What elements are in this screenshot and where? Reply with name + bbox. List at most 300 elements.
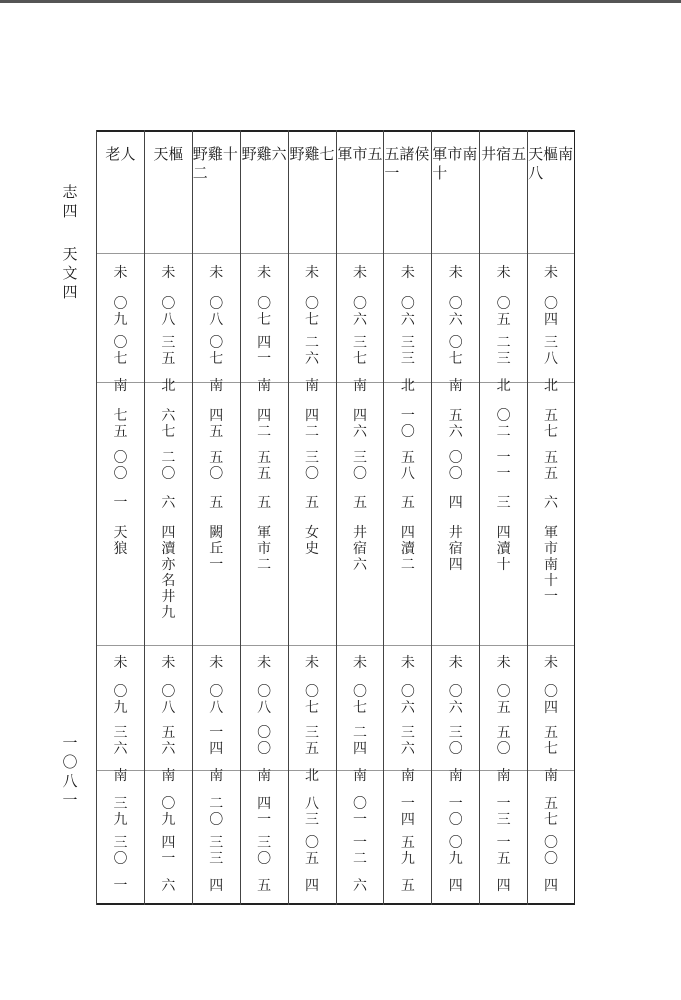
upper-value: 〇 七 [209,334,224,367]
lower-cell [241,648,288,678]
upper-value: 南 [113,378,128,394]
lower-value: 〇 七 [305,684,320,716]
second-star-name: 天 狼 [113,525,128,557]
column-star-name: 井宿五 [481,145,527,163]
lower-cell [97,760,144,792]
upper-value: 〇 九 [113,296,128,328]
lower-cell [384,681,431,719]
upper-cell [241,258,288,288]
lower-value: 南 [257,768,272,784]
upper-cell [432,293,479,331]
upper-value: 六 [544,495,559,511]
lower-value: 〇 七 [352,684,367,716]
upper-value: 三 〇 [305,450,320,482]
table-column [96,130,144,905]
upper-value: 〇 七 [305,296,320,328]
lower-cell [241,832,288,870]
upper-value: 一 [113,495,128,511]
lower-cell [432,793,479,830]
second-star-cell [145,525,192,635]
upper-value: 五 八 [400,450,415,482]
lower-cell [289,681,336,719]
lower-cell [289,872,336,900]
lower-cell [337,760,384,792]
upper-value: 〇 〇 [113,450,128,482]
lower-value: 〇 六 [400,684,415,716]
upper-cell [480,404,527,444]
upper-value: 〇 〇 [448,450,463,482]
lower-cell [193,793,240,830]
upper-value: 三 八 [544,334,559,367]
upper-value: 南 [305,378,320,394]
lower-value: 五 七 [544,795,559,828]
upper-cell [528,488,574,518]
upper-cell [384,488,431,518]
upper-value: 未 [544,265,559,281]
second-star-cell [432,525,479,635]
upper-cell [241,333,288,368]
upper-cell [145,446,192,486]
lower-cell [480,760,527,792]
upper-cell [528,258,574,288]
lower-value: 未 [352,655,367,671]
upper-cell [145,333,192,368]
upper-cell [480,333,527,368]
second-star-cell [241,525,288,635]
second-star-name: 女 史 [305,525,320,557]
lower-value: 四 [544,878,559,894]
lower-value: 北 [305,768,320,784]
lower-value: 未 [400,655,415,671]
upper-value: 四 五 [209,408,224,440]
lower-cell [528,832,574,870]
lower-cell [289,760,336,792]
column-star-name: 野雞七 [289,145,335,163]
column-star-name: 天樞南八 [528,145,574,182]
upper-value: 〇 七 [448,334,463,367]
lower-cell [528,793,574,830]
upper-cell [289,446,336,486]
upper-value: 四 二 [257,408,272,440]
lower-value: 未 [448,655,463,671]
second-star-name: 井 宿 六 [352,525,367,573]
lower-value: 三 六 [113,724,128,757]
upper-cell [193,488,240,518]
lower-value: 未 [544,655,559,671]
upper-value: 三 三 [400,334,415,367]
table-column [527,130,575,905]
upper-cell [384,446,431,486]
header-cell [241,144,288,254]
upper-cell [241,293,288,331]
lower-value: 五 七 [544,724,559,757]
upper-cell [289,293,336,331]
top-scan-edge [0,0,681,3]
upper-value: 三 七 [352,334,367,367]
upper-cell [432,488,479,518]
upper-cell [241,488,288,518]
upper-cell [193,258,240,288]
lower-cell [480,872,527,900]
lower-value: 〇 〇 [544,835,559,867]
upper-value: 五 [352,495,367,511]
lower-value: 〇 九 [113,684,128,716]
lower-value: 〇 五 [305,835,320,867]
lower-value: 四 [209,878,224,894]
lower-value: 未 [305,655,320,671]
lower-cell [97,793,144,830]
upper-value: 〇 六 [400,296,415,328]
upper-value: 未 [400,265,415,281]
upper-cell [432,404,479,444]
lower-cell [432,872,479,900]
lower-value: 〇 八 [209,684,224,716]
upper-value: 四 [448,495,463,511]
running-head-chapter: 志 四 [62,183,78,220]
lower-cell [97,832,144,870]
upper-value: 二 〇 [161,450,176,482]
lower-value: 〇 八 [257,684,272,716]
lower-cell [145,681,192,719]
upper-value: 一 〇 [400,408,415,440]
lower-value: 二 〇 [209,795,224,828]
lower-cell [337,648,384,678]
upper-cell [289,370,336,402]
lower-cell [97,648,144,678]
upper-cell [337,404,384,444]
lower-value: 南 [113,768,128,784]
upper-cell [145,293,192,331]
upper-value: 未 [209,265,224,281]
lower-value: 三 五 [305,724,320,757]
lower-value: 一 四 [209,724,224,757]
upper-value: 〇 五 [496,296,511,328]
lower-value: 三 九 [113,795,128,828]
lower-value: 〇 九 [448,835,463,867]
lower-value: 三 〇 [257,835,272,867]
lower-value: 南 [496,768,511,784]
lower-cell [432,723,479,758]
lower-value: 未 [161,655,176,671]
lower-cell [480,723,527,758]
lower-cell [289,832,336,870]
second-star-cell [97,525,144,635]
lower-value: 五 [400,878,415,894]
upper-value: 三 五 [161,334,176,367]
lower-value: 未 [257,655,272,671]
lower-value: 六 [161,878,176,894]
column-star-name: 五諸侯一 [384,145,430,182]
lower-cell [528,681,574,719]
upper-value: 未 [257,265,272,281]
upper-cell [432,333,479,368]
upper-value: 五 七 [544,408,559,440]
upper-value: 未 [448,265,463,281]
lower-value: 一 四 [400,795,415,828]
upper-value: 北 [400,378,415,394]
upper-cell [145,488,192,518]
second-star-name: 四 瀆 二 [400,525,415,573]
lower-value: 〇 九 [161,795,176,828]
column-star-name: 老人 [105,145,136,163]
upper-cell [432,258,479,288]
lower-value: 〇 四 [544,684,559,716]
lower-value: 三 〇 [448,724,463,757]
upper-cell [145,258,192,288]
upper-cell [241,446,288,486]
lower-value: 三 〇 [113,835,128,867]
lower-value: 三 六 [400,724,415,757]
lower-value: 六 [352,878,367,894]
upper-cell [480,446,527,486]
lower-cell [384,872,431,900]
lower-value: 未 [113,655,128,671]
lower-cell [480,832,527,870]
second-star-name: 四 瀆 十 [496,525,511,573]
upper-cell [97,370,144,402]
lower-value: 未 [209,655,224,671]
upper-cell [97,293,144,331]
lower-value: 南 [448,768,463,784]
column-star-name: 野雞十二 [192,145,238,182]
upper-cell [528,446,574,486]
upper-cell [384,333,431,368]
lower-cell [432,648,479,678]
upper-cell [241,370,288,402]
lower-cell [432,832,479,870]
upper-cell [97,404,144,444]
upper-value: 五 [305,495,320,511]
second-star-name: 闕 丘 一 [209,525,224,573]
lower-value: 南 [209,768,224,784]
lower-cell [384,760,431,792]
lower-cell [528,872,574,900]
lower-value: 一 二 [352,835,367,867]
column-star-name: 軍市南十 [432,145,478,182]
lower-cell [528,760,574,792]
upper-cell [337,370,384,402]
second-star-name: 軍 市 南 十 一 [544,525,559,605]
upper-value: 二 三 [496,334,511,367]
header-cell [384,144,431,254]
upper-value: 北 [496,378,511,394]
upper-cell [528,333,574,368]
upper-value: 〇 六 [448,296,463,328]
lower-cell [97,723,144,758]
header-cell [337,144,384,254]
upper-cell [432,370,479,402]
table-column [144,130,192,905]
lower-cell [289,648,336,678]
upper-value: 未 [496,265,511,281]
upper-cell [193,370,240,402]
lower-cell [337,681,384,719]
upper-cell [384,404,431,444]
lower-cell [145,723,192,758]
upper-cell [528,404,574,444]
upper-value: 南 [448,378,463,394]
column-star-name: 野雞六 [241,145,287,163]
table-column [479,130,527,905]
upper-value: 五 [257,495,272,511]
upper-value: 北 [544,378,559,394]
star-catalogue-table [96,130,575,905]
lower-value: 四 一 [161,835,176,867]
table-column [336,130,384,905]
second-star-cell [384,525,431,635]
upper-cell [384,370,431,402]
upper-cell [480,370,527,402]
lower-value: 〇 六 [448,684,463,716]
upper-cell [97,333,144,368]
upper-cell [384,258,431,288]
lower-cell [193,648,240,678]
lower-cell [289,723,336,758]
lower-cell [241,872,288,900]
lower-cell [193,832,240,870]
lower-value: 三 三 [209,835,224,867]
lower-cell [528,648,574,678]
lower-cell [480,681,527,719]
upper-cell [289,488,336,518]
upper-value: 五 [400,495,415,511]
header-cell [480,144,527,254]
upper-cell [289,404,336,444]
lower-cell [145,793,192,830]
lower-cell [480,648,527,678]
header-cell [432,144,479,254]
lower-cell [241,681,288,719]
upper-value: 北 [161,378,176,394]
lower-value: 四 一 [257,795,272,828]
upper-value: 五 [209,495,224,511]
lower-cell [145,760,192,792]
upper-cell [337,293,384,331]
lower-cell [193,681,240,719]
table-column [383,130,431,905]
lower-cell [193,723,240,758]
lower-cell [97,681,144,719]
upper-cell [337,488,384,518]
lower-value: 一 三 [496,795,511,828]
lower-cell [145,832,192,870]
upper-cell [97,258,144,288]
lower-value: 〇 五 [496,684,511,716]
lower-cell [432,681,479,719]
upper-cell [289,258,336,288]
upper-value: 南 [209,378,224,394]
lower-value: 一 〇 [448,795,463,828]
second-star-name: 軍 市 二 [257,525,272,573]
upper-cell [193,333,240,368]
lower-cell [384,793,431,830]
upper-value: 未 [352,265,367,281]
table-column [240,130,288,905]
lower-value: 四 [448,878,463,894]
lower-cell [241,760,288,792]
lower-cell [384,832,431,870]
upper-cell [480,293,527,331]
lower-cell [480,793,527,830]
upper-value: 〇 八 [161,296,176,328]
upper-value: 三 [496,495,511,511]
table-column [192,130,240,905]
lower-value: 南 [544,768,559,784]
page-number: 一 〇 八 一 [62,734,78,809]
header-cell [528,144,574,254]
lower-cell [145,872,192,900]
upper-value: 未 [305,265,320,281]
upper-cell [528,370,574,402]
lower-cell [289,793,336,830]
lower-value: 一 五 [496,835,511,867]
lower-cell [97,872,144,900]
upper-value: 未 [113,265,128,281]
second-star-cell [480,525,527,635]
lower-cell [337,793,384,830]
upper-value: 三 〇 [352,450,367,482]
upper-cell [241,404,288,444]
table-column [288,130,336,905]
upper-value: 南 [352,378,367,394]
upper-value: 〇 六 [352,296,367,328]
upper-value: 四 一 [257,334,272,367]
second-star-name: 井 宿 四 [448,525,463,573]
upper-value: 二 六 [305,334,320,367]
upper-value: 五 〇 [209,450,224,482]
second-star-name: 四 瀆 亦 名 井 九 [161,525,176,621]
upper-value: 〇 八 [209,296,224,328]
running-head-section: 天 文 四 [62,245,78,301]
upper-cell [289,333,336,368]
upper-cell [480,258,527,288]
upper-cell [193,404,240,444]
lower-cell [384,648,431,678]
lower-value: 五 六 [161,724,176,757]
lower-value: 五 〇 [496,724,511,757]
upper-cell [432,446,479,486]
lower-cell [384,723,431,758]
upper-value: 四 二 [305,408,320,440]
upper-value: 五 五 [544,450,559,482]
second-star-cell [528,525,574,635]
upper-cell [145,370,192,402]
upper-value: 四 六 [352,408,367,440]
lower-value: 四 [496,878,511,894]
upper-value: 〇 七 [257,296,272,328]
header-cell [193,144,240,254]
upper-cell [337,446,384,486]
lower-cell [241,723,288,758]
upper-cell [193,446,240,486]
upper-cell [145,404,192,444]
lower-cell [337,872,384,900]
lower-cell [528,723,574,758]
upper-cell [337,333,384,368]
lower-cell [337,832,384,870]
second-star-cell [289,525,336,635]
upper-value: 〇 七 [113,334,128,367]
upper-value: 未 [161,265,176,281]
header-cell [145,144,192,254]
lower-value: 八 三 [305,795,320,828]
lower-value: 四 [305,878,320,894]
lower-value: 〇 一 [352,795,367,828]
upper-cell [193,293,240,331]
upper-value: 〇 四 [544,296,559,328]
lower-value: 未 [496,655,511,671]
upper-value: 五 五 [257,450,272,482]
